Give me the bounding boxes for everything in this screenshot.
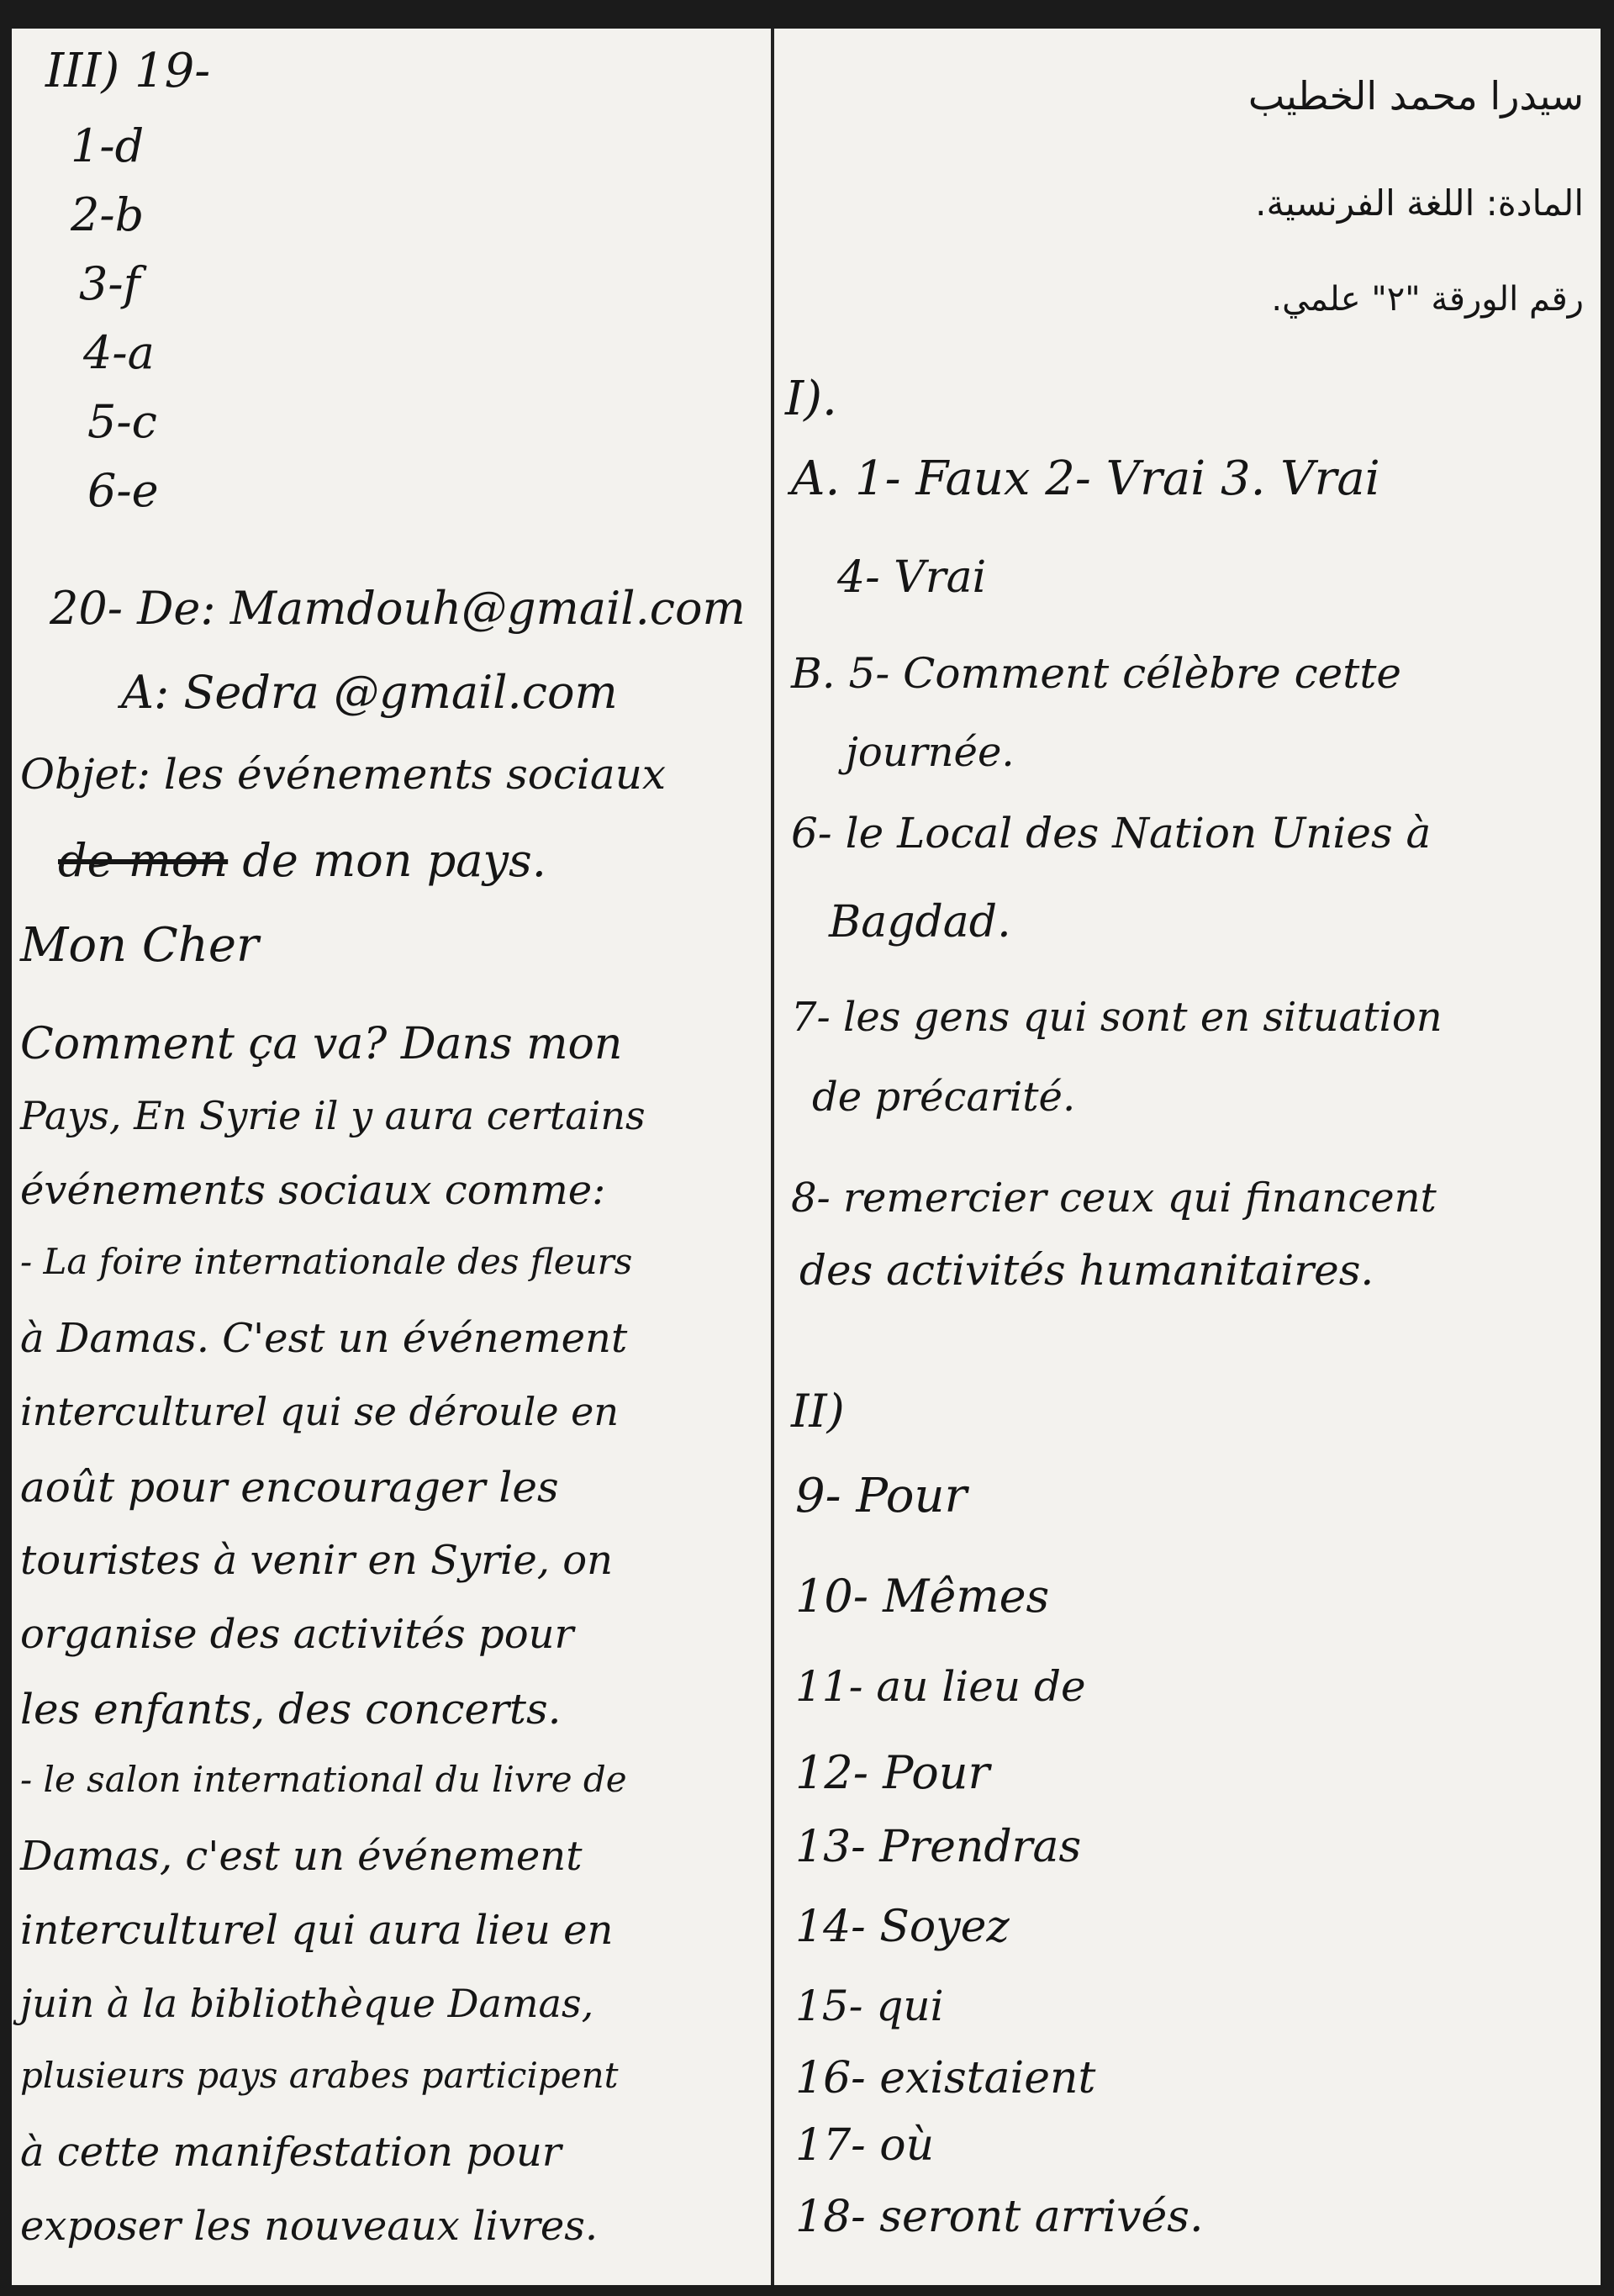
section-2-heading: II) (791, 1385, 845, 1438)
true-false-answer-4: 4- Vrai (837, 552, 987, 603)
email-to: A: Sedra @gmail.com (121, 666, 618, 719)
email-body-line: - le salon international du livre de (20, 1759, 627, 1800)
match-item: 1-d (71, 119, 145, 172)
fill-answer: 18- seront arrivés. (795, 2192, 1204, 2242)
email-subject-continued (58, 836, 546, 885)
email-body-line: plusieurs pays arabes participent (20, 2055, 619, 2096)
left-column (12, 29, 768, 2285)
section-3-heading: III) 19- (45, 44, 211, 98)
email-body-line: juin à la bibliothèque Damas, (20, 1981, 594, 2026)
fill-answer: 12- Pour (795, 1746, 990, 1799)
email-subject: Objet: les événements sociaux (20, 750, 667, 799)
email-body-line: interculturel qui se déroule en (20, 1389, 620, 1434)
email-body-line: Comment ça va? Dans mon (20, 1019, 623, 1069)
struck-text: de mon (58, 834, 229, 887)
question-6-answer-cont: Bagdad. (829, 897, 1011, 947)
email-body-line: événements sociaux comme: (20, 1167, 606, 1214)
question-7-answer: 7- les gens qui sont en situation (791, 994, 1443, 1041)
email-body-line: Pays, En Syrie il y aura certains (20, 1093, 646, 1138)
column-divider (771, 29, 774, 2285)
right-column (778, 29, 1601, 2285)
student-name: سيدرا محمد الخطيب (1247, 73, 1584, 119)
match-item: 6-e (87, 464, 159, 517)
subject-end: de mon pays. (242, 834, 546, 887)
paper-number: رقم الورقة "٢" علمي. (1271, 280, 1584, 319)
email-body-line: à cette manifestation pour (20, 2129, 562, 2176)
email-body-line: interculturel qui aura lieu en (20, 1907, 614, 1954)
fill-answer: 11- au lieu de (795, 1662, 1086, 1711)
fill-answer: 17- où (795, 2120, 935, 2171)
match-item: 5-c (87, 395, 157, 448)
fill-answer: 16- existaient (795, 2053, 1096, 2103)
section-1-heading: I). (785, 372, 837, 426)
fill-answer: 15- qui (795, 1982, 944, 2030)
fill-answer: 10- Mêmes (795, 1570, 1050, 1623)
email-body-line: Damas, c'est un événement (20, 1833, 583, 1880)
email-body-line: organise des activités pour (20, 1611, 574, 1658)
email-body-line: exposer les nouveaux livres. (20, 2203, 599, 2250)
email-greeting: Mon Cher (20, 918, 259, 973)
match-item: 2-b (71, 188, 145, 241)
email-body-line: - La foire internationale des fleurs (20, 1241, 633, 1282)
match-item: 4-a (83, 326, 155, 379)
email-from: 20- De: Mamdouh@gmail.com (50, 582, 746, 635)
question-5-answer: B. 5- Comment célèbre cette (791, 649, 1402, 698)
email-body-line: à Damas. C'est un événement (20, 1315, 628, 1362)
fill-answer: 9- Pour (795, 1469, 968, 1523)
answer-sheet (12, 29, 1601, 2285)
email-body-line: les enfants, des concerts. (20, 1685, 562, 1734)
fill-answer: 14- Soyez (795, 1902, 1010, 1952)
subject-line: المادة: اللغة الفرنسية. (1255, 182, 1584, 224)
email-body-line: touristes à venir en Syrie, on (20, 1537, 614, 1584)
true-false-answers: A. 1- Faux 2- Vrai 3. Vrai (791, 451, 1380, 506)
question-5-answer-cont: journée. (846, 729, 1015, 776)
question-6-answer: 6- le Local des Nation Unies à (791, 809, 1432, 858)
question-8-answer-cont: des activités humanitaires. (799, 1246, 1374, 1295)
fill-answer: 13- Prendras (795, 1822, 1082, 1872)
question-7-answer-cont: de précarité. (812, 1074, 1076, 1121)
match-item: 3-f (79, 257, 140, 310)
question-8-answer: 8- remercier ceux qui financent (791, 1174, 1437, 1222)
email-body-line: août pour encourager les (20, 1463, 559, 1512)
